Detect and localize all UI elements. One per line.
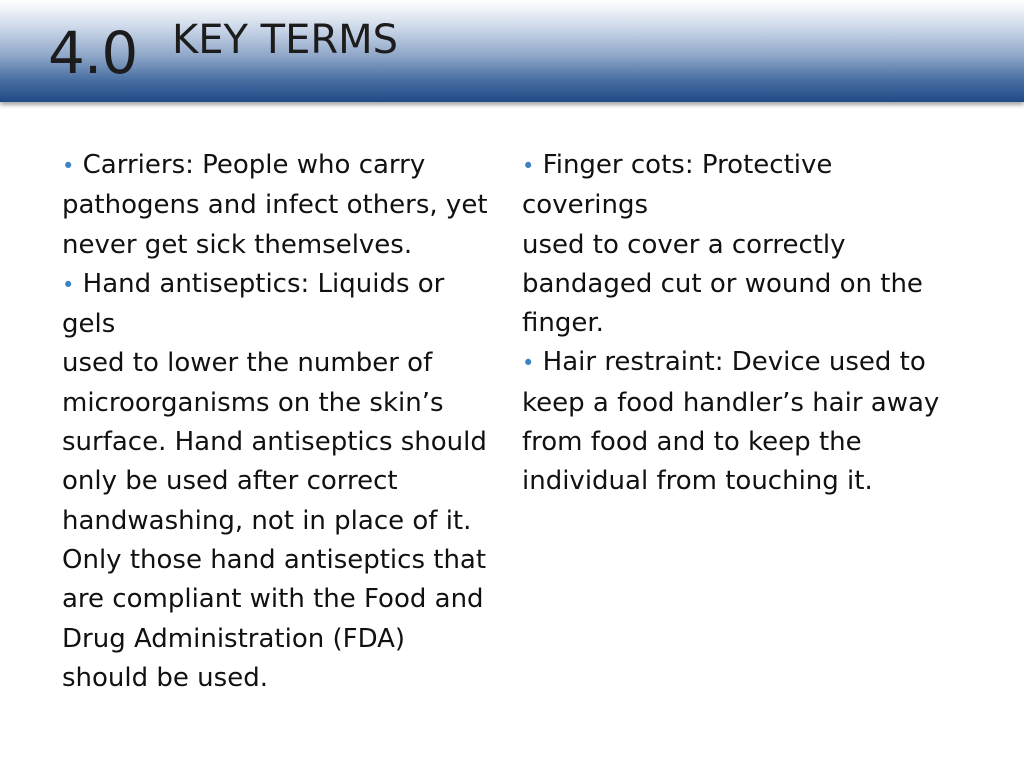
left-column (62, 146, 512, 698)
text-line: microorganisms on the skin’s (62, 387, 444, 418)
bullet-icon: • (62, 154, 75, 178)
text-line: keep a food handler’s hair away (522, 387, 940, 418)
text-line: from food and to keep the (522, 427, 862, 458)
text-line: Hand antiseptics: Liquids or (74, 268, 445, 299)
header-band (0, 0, 1024, 102)
text-line: should be used. (62, 662, 268, 693)
text-line: surface. Hand antiseptics should (62, 427, 487, 458)
term-hair-restraint-line (522, 343, 972, 383)
text-line: Hair restraint: Device used to (534, 347, 926, 378)
term-finger-cots-line (522, 146, 972, 186)
text-line: bandaged cut or wound on the (522, 268, 923, 299)
term-hand-antiseptics-line (62, 265, 512, 305)
text-line: used to lower the number of (62, 348, 433, 379)
text-line: Only those hand antiseptics that (62, 544, 487, 575)
text-line: gels (62, 309, 116, 340)
bullet-icon: • (62, 272, 75, 297)
text-line: used to cover a correctly (522, 229, 846, 260)
slide-title: KEY TERMS (172, 17, 399, 63)
section-number: 4.0 (48, 19, 138, 87)
bullet-icon: • (522, 154, 535, 178)
text-line: Drug Administration (FDA) (62, 623, 406, 654)
bullet-icon: • (522, 351, 535, 376)
text-line: Finger cots: Protective (534, 150, 833, 180)
text-line: finger. (522, 308, 604, 339)
term-carriers-line (62, 146, 512, 186)
text-line: individual from touching it. (522, 466, 873, 497)
text-line: only be used after correct (62, 466, 398, 497)
text-line: coverings (522, 190, 649, 221)
text-line: Carriers: People who carry (74, 150, 426, 180)
text-line: never get sick themselves. (62, 229, 413, 260)
text-line: handwashing, not in place of it. (62, 505, 472, 536)
text-line: pathogens and infect others, yet (62, 190, 488, 221)
right-column (522, 146, 972, 502)
text-line: are compliant with the Food and (62, 584, 484, 615)
